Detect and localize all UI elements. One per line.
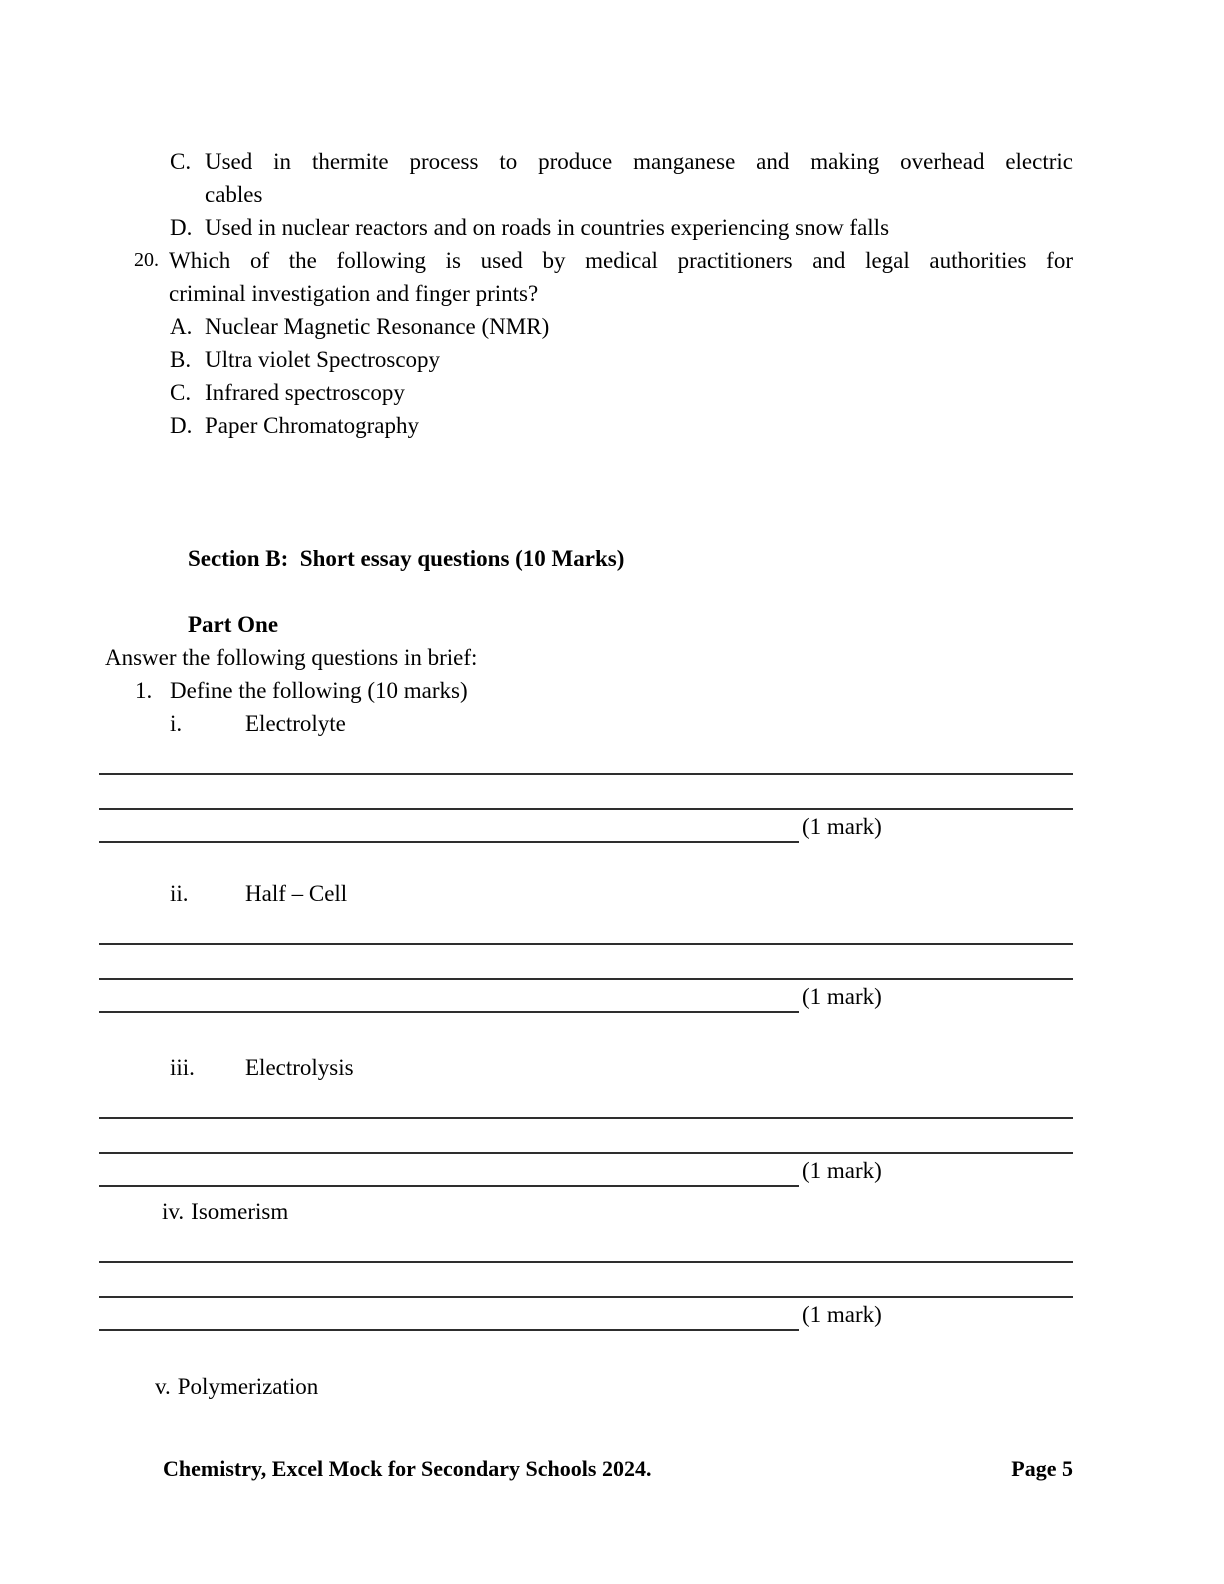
- answer-blank-line: [99, 910, 1073, 945]
- option-text: Ultra violet Spectroscopy: [205, 347, 441, 372]
- mark-label: (1 mark): [802, 1302, 882, 1327]
- option-letter: C.: [170, 380, 192, 405]
- answer-blank-line: [99, 808, 799, 843]
- question-text-line-2: criminal investigation and finger prints?: [169, 281, 539, 306]
- instruction-text: Answer the following questions in brief:: [105, 645, 478, 670]
- option-letter: A.: [170, 314, 193, 339]
- answer-blank-mark-row: [99, 1154, 1073, 1187]
- option-text-line-2: cables: [205, 182, 263, 207]
- answer-blank-mark-row: [99, 980, 1073, 1013]
- option-row-d: [99, 211, 1073, 244]
- item-term: Isomerism: [191, 1199, 289, 1224]
- option-row-c2: [99, 376, 1073, 409]
- mark-label: (1 mark): [802, 814, 882, 839]
- top-margin: [99, 0, 1073, 145]
- item-term: Electrolyte: [245, 711, 346, 736]
- answer-blank-line: [99, 775, 1073, 810]
- answer-blank-line: [99, 978, 799, 1013]
- section-b-heading: Section B: Short essay questions (10 Marks): [188, 546, 625, 571]
- question-1-number: 1.: [135, 678, 153, 703]
- definition-item-ii: [99, 877, 1073, 910]
- option-row-c: [99, 145, 1073, 211]
- answer-blank-line: [99, 1119, 1073, 1154]
- option-text: Used in nuclear reactors and on roads in countries experiencing snow falls: [205, 215, 890, 240]
- option-row-d2: [99, 409, 1073, 442]
- item-numeral: iv.: [162, 1199, 185, 1224]
- question-1: [99, 674, 1073, 707]
- option-letter: C.: [170, 149, 192, 174]
- answer-blank-line: [99, 1228, 1073, 1263]
- definition-item-i: [99, 707, 1073, 740]
- option-row-b: [99, 343, 1073, 376]
- definition-item-v: [155, 1370, 1073, 1403]
- question-number: 20.: [134, 249, 159, 271]
- page-content: [99, 0, 1073, 1403]
- answer-blank-line: [99, 740, 1073, 775]
- item-numeral: ii.: [170, 881, 189, 906]
- item-term: Electrolysis: [245, 1055, 354, 1080]
- answer-blank-mark-row: [99, 1298, 1073, 1331]
- item-numeral: iii.: [170, 1055, 195, 1080]
- question-1-text: Define the following (10 marks): [170, 678, 468, 703]
- option-text: [205, 145, 1073, 211]
- answer-blank-line: [99, 1084, 1073, 1119]
- option-text: Paper Chromatography: [205, 413, 419, 438]
- question-20: [99, 244, 1073, 310]
- answer-blank-line: [99, 1296, 799, 1331]
- answer-blank-line: [99, 1263, 1073, 1298]
- item-term: Polymerization: [177, 1374, 319, 1399]
- answer-blank-line: [99, 945, 1073, 980]
- option-text: Nuclear Magnetic Resonance (NMR): [205, 314, 550, 339]
- item-term: Half – Cell: [245, 881, 348, 906]
- option-text: Infrared spectroscopy: [205, 380, 405, 405]
- page-footer: [99, 1452, 1073, 1485]
- mark-label: (1 mark): [802, 984, 882, 1009]
- option-letter: B.: [170, 347, 192, 372]
- footer-page-number: Page 5: [1011, 1456, 1073, 1481]
- question-text: [169, 244, 1073, 310]
- part-one-heading: Part One: [188, 612, 279, 637]
- definition-item-iv: [162, 1195, 1073, 1228]
- option-letter: D.: [170, 413, 193, 438]
- option-text-line-1: Used in thermite process to produce manganese and making overhead electric: [205, 149, 1073, 174]
- answer-blank-mark-row: [99, 810, 1073, 843]
- mark-label: (1 mark): [802, 1158, 882, 1183]
- footer-document-title: Chemistry, Excel Mock for Secondary Schools 2024.: [163, 1456, 652, 1481]
- definition-item-iii: [99, 1051, 1073, 1084]
- answer-blank-line: [99, 1152, 799, 1187]
- option-letter: D.: [170, 215, 193, 240]
- item-numeral: v.: [155, 1374, 171, 1399]
- option-row-a: [99, 310, 1073, 343]
- question-text-line-1: Which of the following is used by medical practitioners and legal authorities for: [169, 248, 1073, 273]
- item-numeral: i.: [170, 711, 183, 736]
